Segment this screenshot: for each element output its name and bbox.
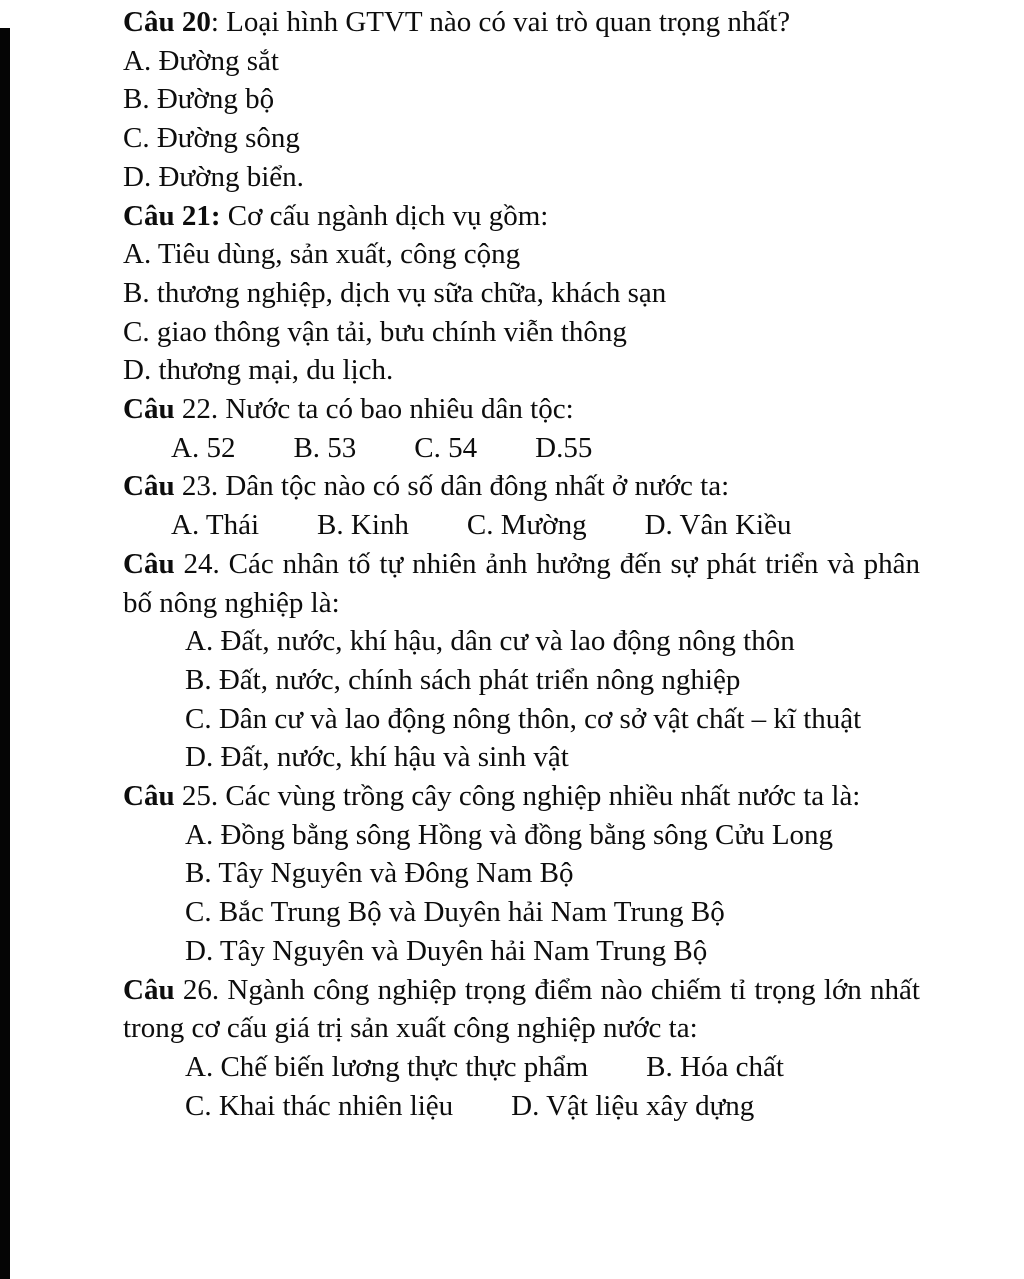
text-segment: A. Đồng bằng sông Hồng và đồng bằng sông Cửu Long <box>185 818 834 851</box>
question-23-options <box>123 506 920 545</box>
text-segment: 26. Ngành công nghiệp trọng điểm nào chiếm tỉ trọng lớn nhất trong cơ cấu giá trị sản xuất công nghiệp nước ta: <box>123 973 920 1045</box>
text-segment: C. giao thông vận tải, bưu chính viễn thông <box>123 315 627 348</box>
question-24-option-a <box>123 622 920 661</box>
document-body <box>123 3 920 1125</box>
text-segment: C. Đường sông <box>123 122 300 155</box>
question-20-option-c <box>123 119 920 158</box>
question-20-title <box>123 3 920 42</box>
question-25-option-d <box>123 932 920 971</box>
question-22-title <box>123 390 920 429</box>
text-segment: A. 52 B. 53 C. 54 D.55 <box>171 431 593 464</box>
question-21-option-d <box>123 351 920 390</box>
question-label: Câu <box>123 780 175 813</box>
question-20-option-b <box>123 80 920 119</box>
text-segment: D. Tây Nguyên và Duyên hải Nam Trung Bộ <box>185 934 708 967</box>
scan-edge-artifact <box>0 28 10 1279</box>
question-21-option-a <box>123 235 920 274</box>
text-segment: A. Thái B. Kinh C. Mường D. Vân Kiều <box>171 509 792 542</box>
text-segment: : Loại hình GTVT nào có vai trò quan trọng nhất? <box>210 6 791 38</box>
question-24-title <box>123 545 920 622</box>
question-24-option-d <box>123 738 920 777</box>
question-24-option-b <box>123 661 920 700</box>
text-segment: C. Dân cư và lao động nông thôn, cơ sở vật chất – kĩ thuật <box>185 702 862 735</box>
text-segment: 23. Dân tộc nào có số dân đông nhất ở nước ta: <box>174 470 730 503</box>
question-25-option-b <box>123 854 920 893</box>
question-label: Câu <box>123 470 175 503</box>
text-segment: D. Đường biển. <box>123 160 304 193</box>
text-segment: D. Đất, nước, khí hậu và sinh vật <box>185 741 569 774</box>
question-21-title <box>123 197 920 236</box>
question-label: Câu 21: <box>123 199 221 232</box>
text-segment: B. Đường bộ <box>123 83 275 116</box>
text-segment: C. Bắc Trung Bộ và Duyên hải Nam Trung Bộ <box>185 896 725 929</box>
text-segment: C. Khai thác nhiên liệu D. Vật liệu xây dựng <box>185 1089 755 1122</box>
question-26-options-ab <box>123 1048 920 1087</box>
text-segment: 22. Nước ta có bao nhiêu dân tộc: <box>174 393 574 426</box>
question-26-title <box>123 971 920 1048</box>
text-segment: A. Tiêu dùng, sản xuất, công cộng <box>123 238 521 271</box>
question-21-option-b <box>123 274 920 313</box>
question-24-option-c <box>123 700 920 739</box>
question-23-title <box>123 467 920 506</box>
question-22-options <box>123 429 920 468</box>
text-segment: 24. Các nhân tố tự nhiên ảnh hưởng đến sự phát triển và phân bố nông nghiệp là: <box>123 547 920 619</box>
text-segment: A. Đất, nước, khí hậu, dân cư và lao động nông thôn <box>185 625 795 658</box>
question-25-option-a <box>123 816 920 855</box>
question-21-option-c <box>123 313 920 352</box>
question-26-options-cd <box>123 1087 920 1126</box>
question-label: Câu <box>123 547 175 580</box>
question-20-option-d <box>123 158 920 197</box>
question-25-title <box>123 777 920 816</box>
text-segment: A. Đường sắt <box>123 44 279 77</box>
question-20-option-a <box>123 42 920 81</box>
text-segment: 25. Các vùng trồng cây công nghiệp nhiều nhất nước ta là: <box>174 780 861 813</box>
question-label: Câu <box>123 393 175 426</box>
question-label: Câu <box>123 973 175 1006</box>
text-segment: B. Tây Nguyên và Đông Nam Bộ <box>185 857 574 890</box>
text-segment: B. thương nghiệp, dịch vụ sữa chữa, khách sạn <box>123 276 667 309</box>
text-segment: A. Chế biến lương thực thực phẩm B. Hóa chất <box>185 1050 784 1083</box>
text-segment: B. Đất, nước, chính sách phát triển nông nghiệp <box>185 663 741 696</box>
question-25-option-c <box>123 893 920 932</box>
question-label: Câu 20 <box>123 6 211 38</box>
text-segment: D. thương mại, du lịch. <box>123 354 394 387</box>
text-segment: Cơ cấu ngành dịch vụ gồm: <box>220 199 549 232</box>
